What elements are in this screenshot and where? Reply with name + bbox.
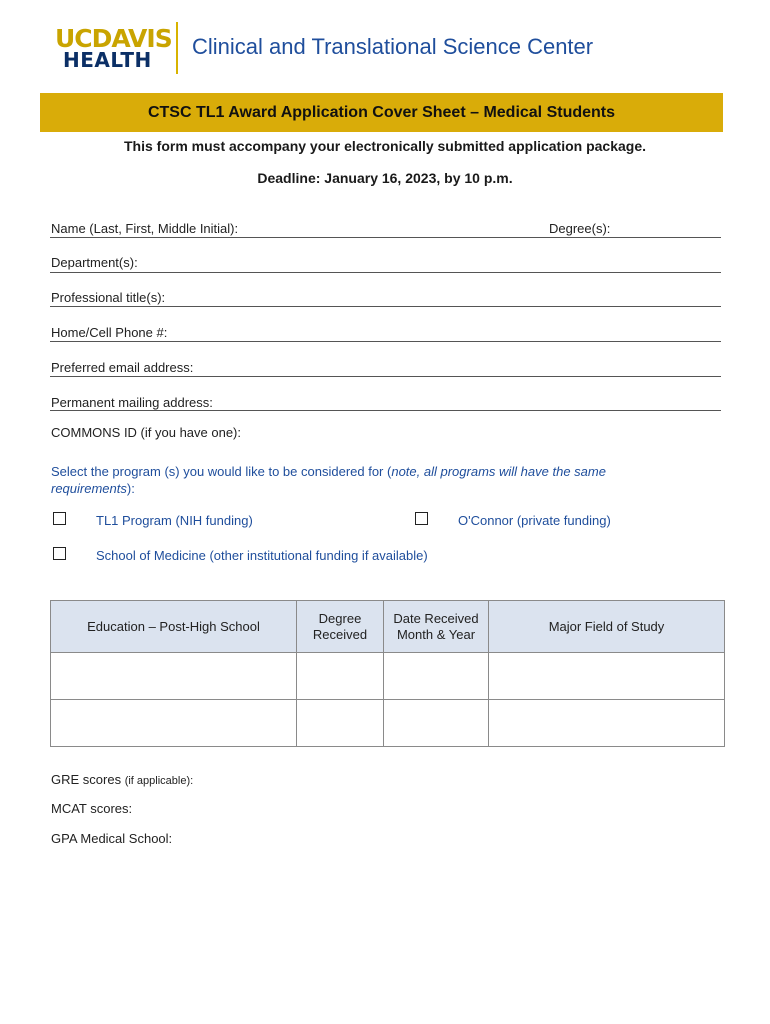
- form-subtitle: This form must accompany your electronically submitted application package.: [123, 138, 647, 154]
- instruction-end: ):: [126, 481, 135, 496]
- page-title: CTSC TL1 Award Application Cover Sheet – Medical Students: [147, 104, 616, 121]
- phone-label: Home/Cell Phone #:: [51, 325, 168, 340]
- title-label: Professional title(s):: [51, 290, 166, 305]
- table-row: [51, 653, 725, 700]
- degree-cell[interactable]: [297, 653, 384, 700]
- instruction-note: note, all programs will have the same requirements: [51, 464, 606, 496]
- title-field[interactable]: [50, 306, 721, 307]
- table-header-row: [51, 601, 725, 653]
- som-option-label: School of Medicine (other institutional funding if available): [96, 548, 428, 563]
- education-cell[interactable]: [51, 653, 297, 700]
- date-cell[interactable]: [384, 700, 489, 747]
- gre-note: (if applicable):: [124, 775, 194, 787]
- gpa-label: GPA Medical School:: [51, 831, 173, 846]
- name-field[interactable]: [50, 237, 721, 238]
- gre-label: [51, 772, 193, 787]
- education-cell[interactable]: [51, 700, 297, 747]
- tl1-checkbox[interactable]: [53, 512, 66, 525]
- email-label: Preferred email address:: [51, 360, 194, 375]
- major-cell[interactable]: [489, 653, 725, 700]
- title-banner: [40, 93, 723, 132]
- departments-field[interactable]: [50, 272, 721, 273]
- som-checkbox[interactable]: [53, 547, 66, 560]
- mcat-label: MCAT scores:: [51, 801, 133, 816]
- program-instruction: [51, 463, 691, 497]
- header-divider: [176, 22, 178, 74]
- logo-health-text: HEALTH: [63, 48, 152, 72]
- instruction-start: Select the program (s) you would like to be considered for (: [51, 464, 392, 479]
- major-cell[interactable]: [489, 700, 725, 747]
- mailing-label: Permanent mailing address:: [51, 395, 213, 410]
- email-field[interactable]: [50, 376, 721, 377]
- center-name: Clinical and Translational Science Center: [192, 34, 594, 59]
- degree-header: Degree Received: [297, 601, 384, 653]
- table-row: [51, 700, 725, 747]
- date-cell[interactable]: [384, 653, 489, 700]
- commons-label: COMMONS ID (if you have one):: [51, 425, 241, 440]
- phone-field[interactable]: [50, 341, 721, 342]
- oconnor-option-label: O'Connor (private funding): [458, 513, 611, 528]
- education-table: [50, 600, 725, 747]
- degree-cell[interactable]: [297, 700, 384, 747]
- major-header: Major Field of Study: [489, 601, 725, 653]
- gre-text: GRE scores: [51, 772, 122, 787]
- deadline-text: Deadline: January 16, 2023, by 10 p.m.: [257, 170, 513, 186]
- degrees-label: Degree(s):: [549, 221, 611, 236]
- departments-label: Department(s):: [51, 255, 138, 270]
- logo-davis-text: DAVIS: [91, 24, 172, 53]
- mailing-field[interactable]: [50, 410, 721, 411]
- name-label: Name (Last, First, Middle Initial):: [51, 221, 239, 236]
- tl1-option-label: TL1 Program (NIH funding): [96, 513, 253, 528]
- education-header: Education – Post-High School: [51, 601, 297, 653]
- oconnor-checkbox[interactable]: [415, 512, 428, 525]
- logo-uc-text: UC: [55, 24, 92, 53]
- date-header: Date Received Month & Year: [384, 601, 489, 653]
